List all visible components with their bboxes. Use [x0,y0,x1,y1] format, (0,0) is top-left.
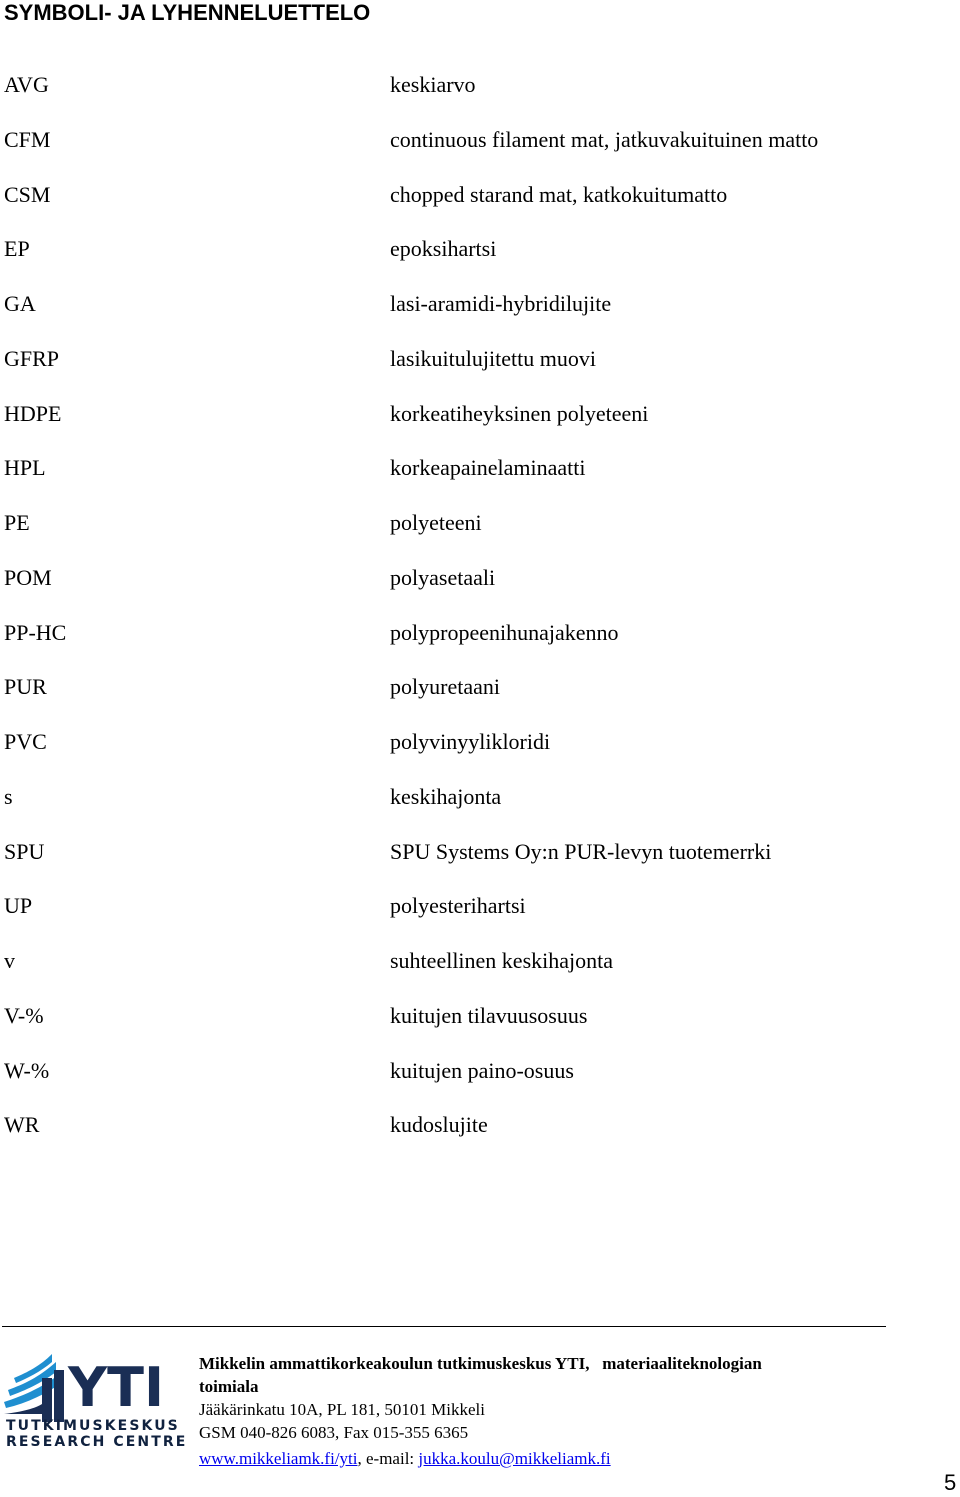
abbreviation-row [0,496,960,551]
abbreviation-row [0,1098,960,1153]
abbreviation-term: PP-HC [4,619,67,645]
abbreviation-definition: polyuretaani [390,674,500,700]
abbreviation-definition: korkeapainelaminaatti [390,455,586,481]
abbreviation-list [0,58,960,1153]
abbreviation-definition: suhteellinen keskihajonta [390,948,613,973]
abbreviation-row [0,551,960,606]
email-link[interactable]: jukka.koulu@mikkeliamk.fi [418,1449,611,1468]
abbreviation-term: WR [4,1112,40,1138]
abbreviation-definition: keskihajonta [390,783,502,809]
abbreviation-row [0,770,960,825]
abbreviation-term: W-% [4,1057,50,1083]
logo-caption-fi: TUTKIMUSKESKUS [6,1418,180,1434]
organization-name-part2: materiaaliteknologian [602,1354,762,1373]
page-title: SYMBOLI- JA LYHENNELUETTELO [4,0,371,25]
abbreviation-term: PE [4,510,30,535]
abbreviation-row [0,113,960,168]
abbreviation-definition: polyasetaali [390,564,496,590]
logo-caption-en: RESEARCH CENTRE [6,1434,188,1450]
abbreviation-term: s [4,783,13,809]
yti-logo [2,1350,188,1450]
abbreviation-row [0,168,960,223]
abbreviation-term: HPL [4,455,46,481]
abbreviation-term: UP [4,893,33,919]
abbreviation-definition: polyesterihartsi [390,893,526,919]
abbreviation-definition: lasi-aramidi-hybridilujite [390,291,612,316]
footer-divider [2,1326,886,1327]
abbreviation-definition: kuitujen tilavuusosuus [390,1002,588,1028]
abbreviation-row [0,660,960,715]
abbreviation-term: SPU [4,838,45,864]
abbreviation-term: PUR [4,674,47,700]
abbreviation-term: EP [4,236,30,262]
abbreviation-definition: polyvinyylikloridi [390,729,551,754]
email-separator: , e-mail: [357,1449,419,1468]
abbreviation-definition: polyeteeni [390,510,482,535]
yti-logo-mark [2,1350,165,1424]
abbreviation-definition: keskiarvo [390,72,476,97]
logo-wordmark: YTI [68,1356,165,1419]
abbreviation-definition: kuitujen paino-osuus [390,1057,574,1083]
abbreviation-row [0,825,960,880]
abbreviation-definition: polypropeenihunajakenno [390,619,619,645]
organization-name [199,1352,859,1398]
abbreviation-term: v [4,948,15,973]
organization-address: Jääkärinkatu 10A, PL 181, 50101 Mikkeli [199,1400,485,1419]
abbreviation-term: PVC [4,729,47,754]
abbreviation-row [0,387,960,442]
abbreviation-term: GFRP [4,345,60,371]
abbreviation-term: V-% [4,1002,44,1028]
abbreviation-row [0,606,960,661]
abbreviation-term: POM [4,564,52,590]
abbreviation-definition: kudoslujite [390,1112,488,1138]
organization-phone: GSM 040-826 6083, Fax 015-355 6365 [199,1423,469,1442]
abbreviation-term: AVG [4,72,49,97]
abbreviation-row [0,715,960,770]
abbreviation-row [0,934,960,989]
abbreviation-term: CSM [4,181,51,207]
abbreviation-definition: chopped starand mat, katkokuitumatto [390,181,728,207]
abbreviation-row [0,879,960,934]
abbreviation-row [0,332,960,387]
abbreviation-definition: SPU Systems Oy:n PUR-levyn tuotemerrki [390,838,772,864]
organization-name-part1: Mikkelin ammattikorkeakoulun tutkimuskeskus YTI, [199,1354,590,1373]
wave-emblem-icon [4,1354,64,1422]
abbreviation-term: HDPE [4,400,62,426]
abbreviation-row [0,441,960,496]
abbreviation-term: CFM [4,126,51,152]
abbreviation-row [0,58,960,113]
abbreviation-definition: lasikuitulujitettu muovi [390,345,596,371]
organization-info [199,1352,859,1472]
abbreviation-row [0,222,960,277]
abbreviation-term: GA [4,291,36,316]
organization-contact [199,1446,859,1472]
abbreviation-row [0,989,960,1044]
abbreviation-row [0,277,960,332]
abbreviation-definition: korkeatiheyksinen polyeteeni [390,400,649,426]
page-number: 5 [944,1470,957,1495]
abbreviation-definition: epoksihartsi [390,236,497,262]
abbreviation-row [0,1044,960,1099]
organization-name-part3: toimiala [199,1377,259,1396]
website-link[interactable]: www.mikkeliamk.fi/yti [199,1449,358,1468]
abbreviation-definition: continuous filament mat, jatkuvakuituinen matto [390,126,819,152]
